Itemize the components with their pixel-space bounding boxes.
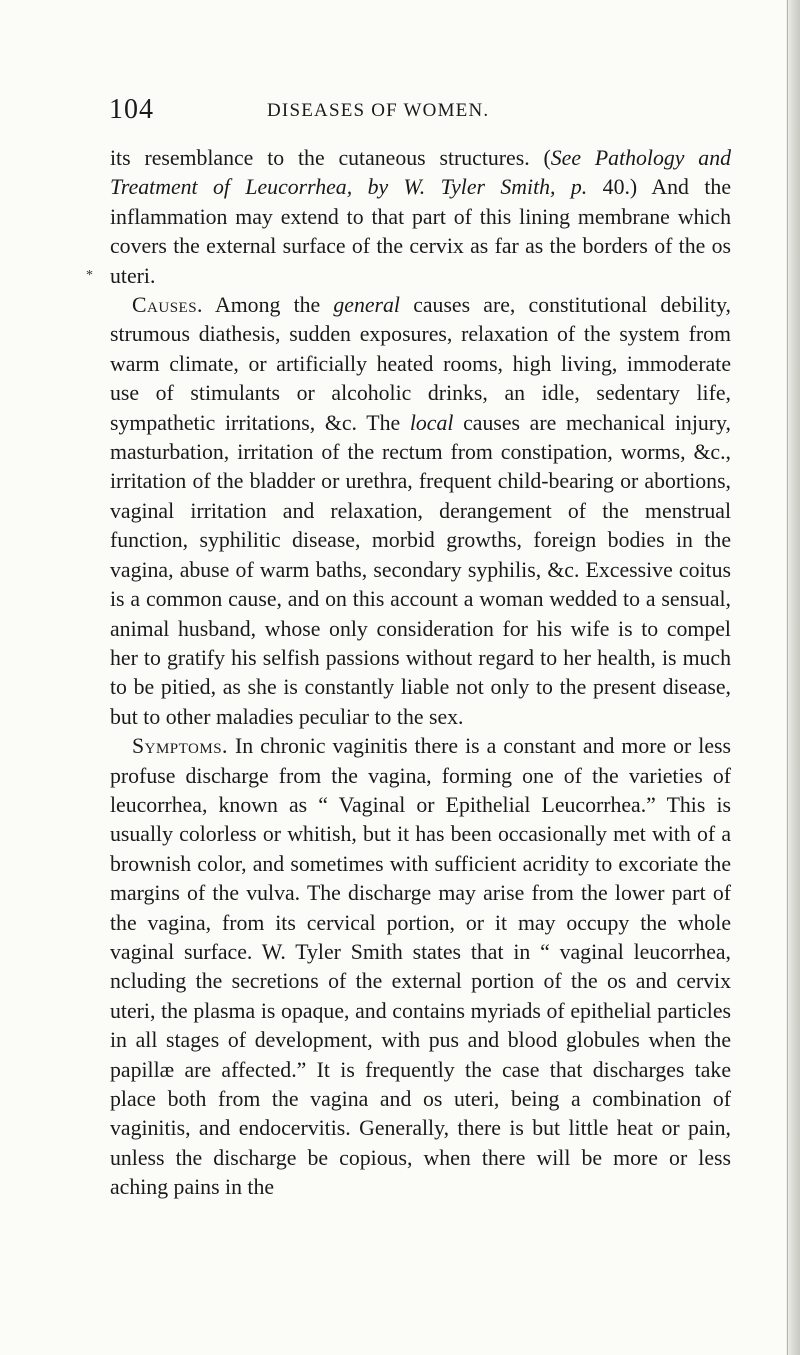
section-heading-symptoms: Symptoms. (132, 734, 228, 759)
page-number: 104 (109, 94, 154, 125)
page-edge-line (787, 0, 788, 1355)
section-heading-causes: Causes. (132, 293, 203, 318)
margin-mark: * (86, 268, 93, 283)
body-text (110, 144, 731, 1203)
running-title: DISEASES OF WOMEN. (267, 100, 490, 121)
page-edge-shadow (786, 0, 800, 1355)
paragraph-symptoms: Symptoms. In chronic vaginitis there is a constant and more or less profuse discharge from the vagina, forming one of the varieties of leucorrhea, known as “ Vaginal or Epithelial Leucorrhea.” This is usually colorless or whitish, but it has been occasionally met with of a brownish color, and sometimes with sufficient acridity to excoriate the margins of the vulva. The discharge may arise from the lower part of the vagina, from its cervical portion, or it may occupy the whole vaginal surface. W. Tyler Smith states that in “ vaginal leucorrhea, ncluding the secretions of the external portion of the os and cervix uteri, the plasma is opaque, and contains myriads of epithelial particles in all stages of development, with pus and blood globules when the papillæ are affected.” It is frequently the case that discharges take place both from the vagina and os uteri, being a combination of vaginitis, and endocervitis. Generally, there is but little heat or pain, unless the discharge be copious, when there will be more or less aching pains in the (110, 734, 731, 1200)
paragraph-resemblance: its resemblance to the cutaneous structures. (See Pathology and Treatment of Leucorrhea, by W. Tyler Smith, p. 40.) And the inflammation may extend to that part of this lining membrane which covers the external surface of the cervix as far as the borders of the os uteri. (110, 146, 731, 288)
paragraph-causes: Causes. Among the general causes are, constitutional debility, strumous diathesis, sudden exposures, relaxation of the system from warm climate, or artificially heated rooms, high living, immoderate use of stimulants or alcoholic drinks, an idle, sedentary life, sympathetic irritations, &c. The local causes are mechanical injury, masturbation, irritation of the rectum from constipation, worms, &c., irritation of the bladder or urethra, frequent child-bearing or abortions, vaginal irritation and relaxation, derangement of the menstrual function, syphilitic disease, morbid growths, foreign bodies in the vagina, abuse of warm baths, secondary syphilis, &c. Excessive coitus is a common cause, and on this account a woman wedded to a sensual, animal husband, whose only consideration for his wife is to compel her to gratify his selfish passions without regard to her health, is much to be pitied, as she is constantly liable not only to the present disease, but to other maladies peculiar to the sex. (110, 293, 731, 729)
running-head (109, 94, 729, 134)
